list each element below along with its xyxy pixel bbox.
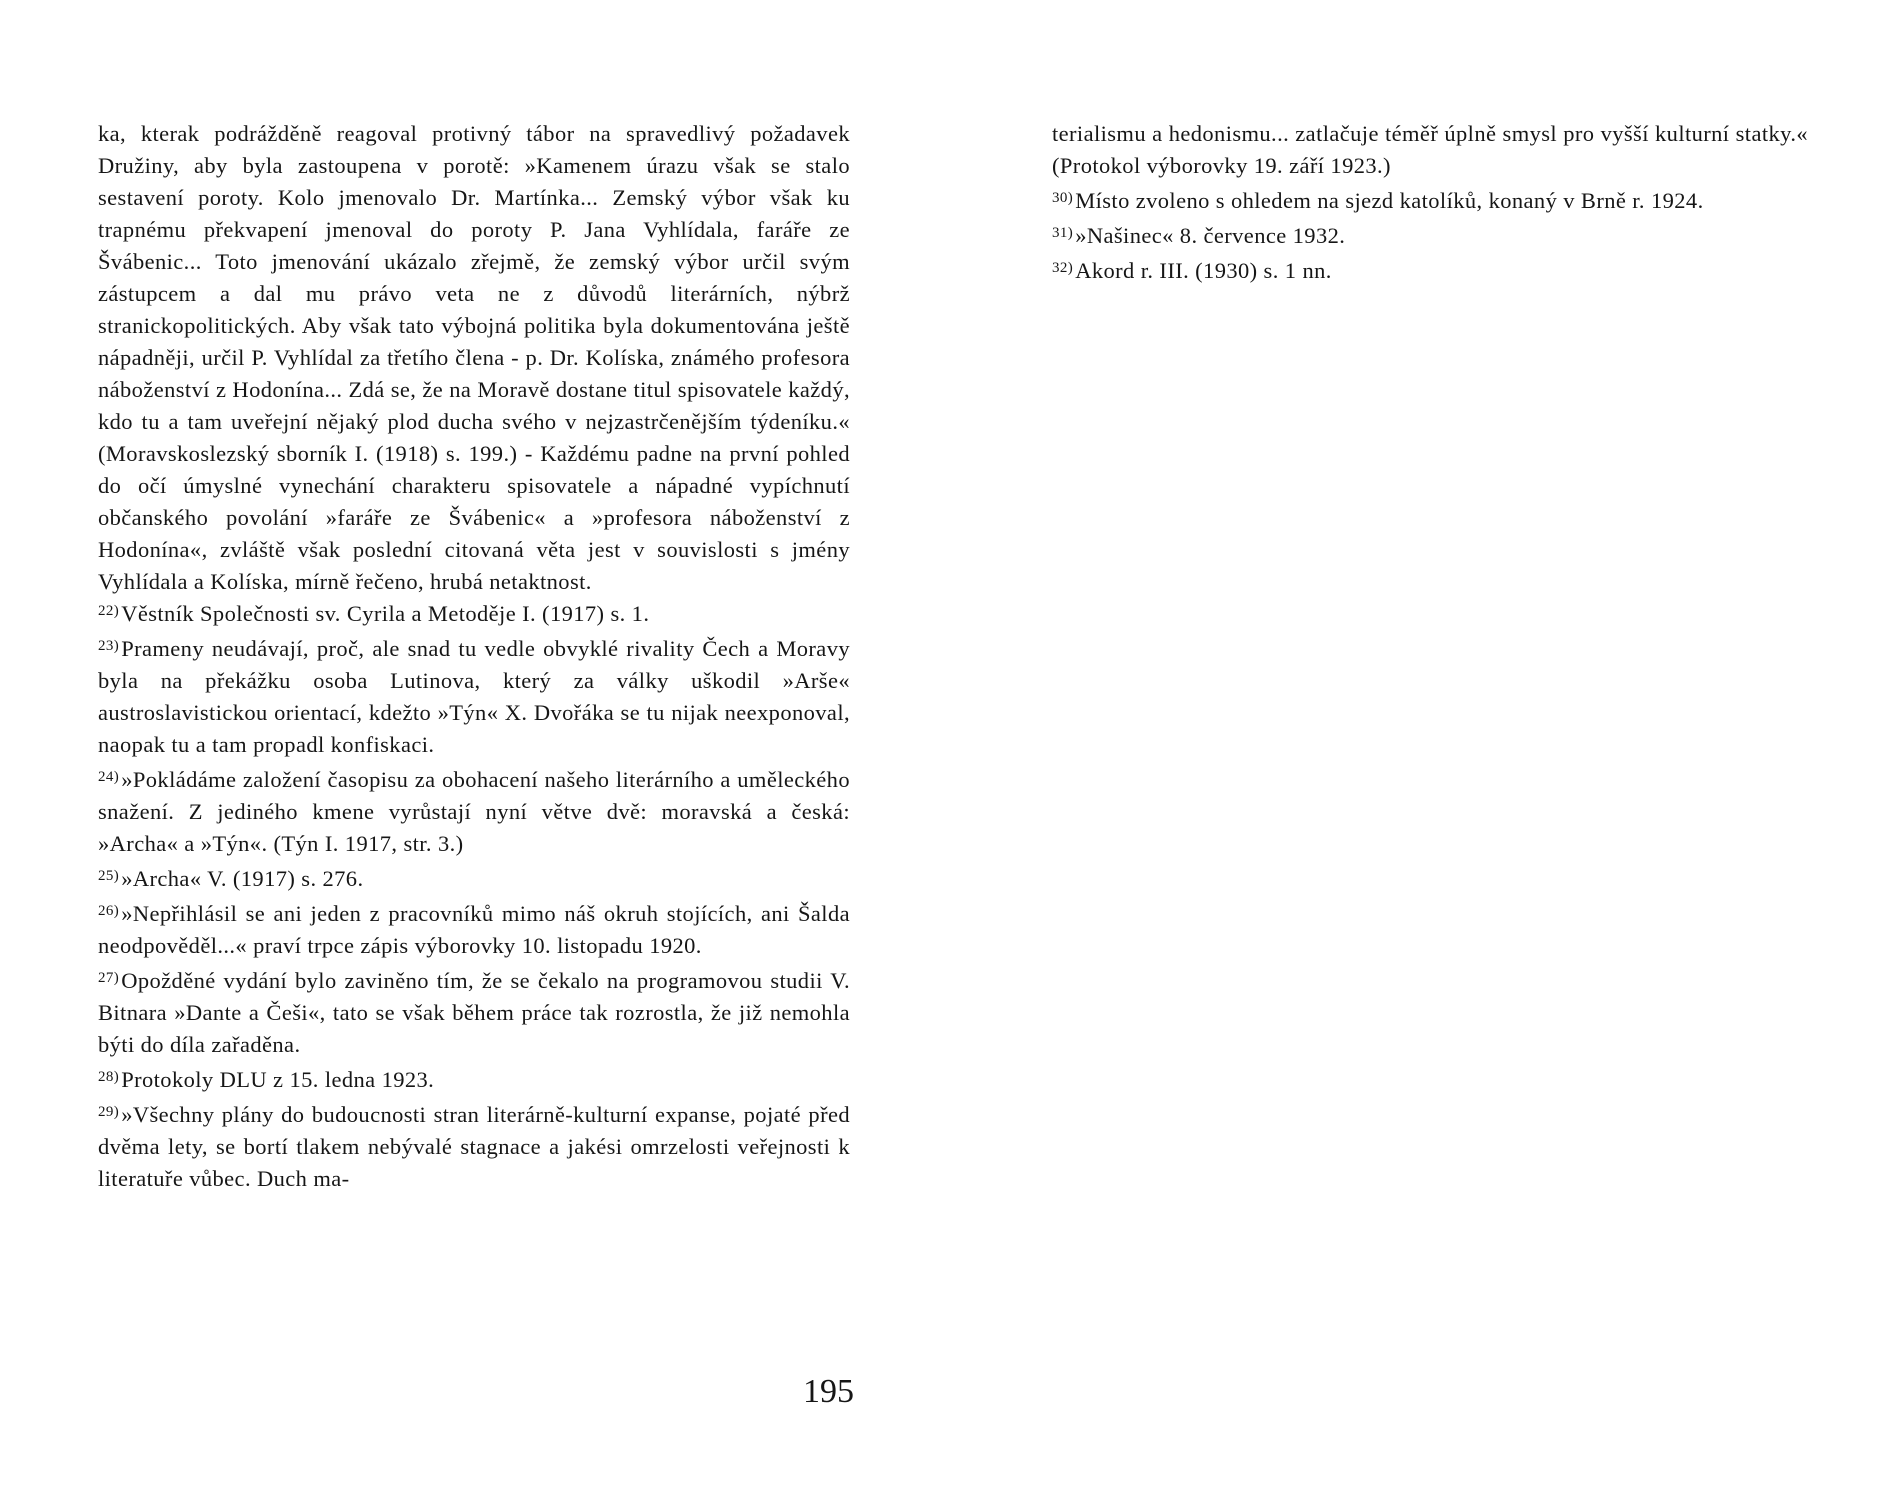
footnote-number: 28) — [98, 1069, 120, 1085]
footnote-number: 22) — [98, 603, 120, 619]
footnote-number: 24) — [98, 769, 120, 785]
footnote-number: 30) — [1052, 190, 1074, 206]
footnote-text: Místo zvoleno s ohledem na sjezd katolíků, konaný v Brně r. 1924. — [1075, 188, 1704, 213]
left-column — [98, 118, 850, 1198]
footnote-28 — [98, 1064, 850, 1096]
page-number: 195 — [803, 1373, 854, 1410]
footnote-text: Prameny neudávají, proč, ale snad tu vedle obvyklé rivality Čech a Moravy byla na překážku osoba Lutinova, který za války uškodil »Arše« austroslavistickou orientací, kdežto »Týn« X. Dvořáka se tu nijak neexponoval, naopak tu a tam propadl konfiskaci. — [98, 636, 850, 757]
footnote-text: »Pokládáme založení časopisu za obohacení našeho literárního a uměleckého snažení. Z jediného kmene vyrůstají nyní větve dvě: moravská a česká: »Archa« a »Týn«. (Týn I. 1917, str. 3.) — [98, 767, 850, 856]
footnote-24 — [98, 764, 850, 860]
left-continuation-paragraph: ka, kterak podrážděně reagoval protivný tábor na spravedlivý požadavek Družiny, aby byla zastoupena v porotě: »Kamenem úrazu však se stalo sestavení poroty. Kolo jmenovalo Dr. Martínka... Zemský výbor však ku trapnému překvapení jmenoval do poroty P. Jana Vyhlídala, faráře ze Švábenic... Toto jmenování ukázalo zřejmě, že zemský výbor určil svým zástupcem a dal mu právo veta ne z důvodů literárních, nýbrž stranickopolitických. Aby však tato výbojná politika byla dokumentována ještě nápadněji, určil P. Vyhlídal za třetího člena - p. Dr. Kolíska, známého profesora náboženství z Hodonína... Zdá se, že na Moravě dostane titul spisovatele každý, kdo tu a tam uveřejní nějaký plod ducha svého v nejzastrčenějším týdeníku.« (Moravskoslezský sborník I. (1918) s. 199.) - Každému padne na první pohled do očí úmyslné vynechání charakteru spisovatele a nápadné vypíchnutí občanského povolání »faráře ze Švábenic« a »profesora náboženství z Hodonína«, zvláště však poslední citovaná věta jest v souvislosti s jmény Vyhlídala a Kolíska, mírně řečeno, hrubá netaktnost. — [98, 121, 850, 594]
footnote-32 — [1052, 255, 1808, 287]
footnote-text: »Archa« V. (1917) s. 276. — [121, 866, 364, 891]
footnote-30 — [1052, 185, 1808, 217]
footnote-23 — [98, 633, 850, 761]
footnote-25 — [98, 863, 850, 895]
footnote-text: Věstník Společnosti sv. Cyrila a Metoděje I. (1917) s. 1. — [121, 601, 650, 626]
footnote-text: Protokoly DLU z 15. ledna 1923. — [121, 1067, 435, 1092]
footnote-number: 27) — [98, 970, 120, 986]
footnote-27 — [98, 965, 850, 1061]
footnote-number: 23) — [98, 638, 120, 654]
footnote-number: 25) — [98, 868, 120, 884]
footnote-number: 26) — [98, 903, 120, 919]
footnote-number: 29) — [98, 1104, 120, 1120]
footnote-29 — [98, 1099, 850, 1195]
footnote-text: Akord r. III. (1930) s. 1 nn. — [1075, 258, 1332, 283]
footnote-text: »Nepřihlásil se ani jeden z pracovníků mimo náš okruh stojících, ani Šalda neodpověděl...« praví trpce zápis výborovky 10. listopadu 1920. — [98, 901, 850, 958]
footnote-text: Opožděné vydání bylo zaviněno tím, že se čekalo na programovou studii V. Bitnara »Dante a Češi«, tato se však během práce tak rozrostla, že již nemohla býti do díla zařaděna. — [98, 968, 850, 1057]
footnote-26 — [98, 898, 850, 962]
footnote-22 — [98, 598, 850, 630]
footnote-text: »Našinec« 8. července 1932. — [1075, 223, 1346, 248]
footnote-31 — [1052, 220, 1808, 252]
footnote-number: 32) — [1052, 260, 1074, 276]
footnote-number: 31) — [1052, 225, 1074, 241]
right-column — [1052, 118, 1808, 290]
footnote-text: »Všechny plány do budoucnosti stran literárně-kulturní expanse, pojaté před dvěma lety, se bortí tlakem nebývalé stagnace a jakési omrzelosti veřejnosti k literatuře vůbec. Duch ma- — [98, 1102, 850, 1191]
right-continuation-paragraph: terialismu a hedonismu... zatlačuje téměř úplně smysl pro vyšší kulturní statky.« (Protokol výborovky 19. září 1923.) — [1052, 121, 1808, 178]
